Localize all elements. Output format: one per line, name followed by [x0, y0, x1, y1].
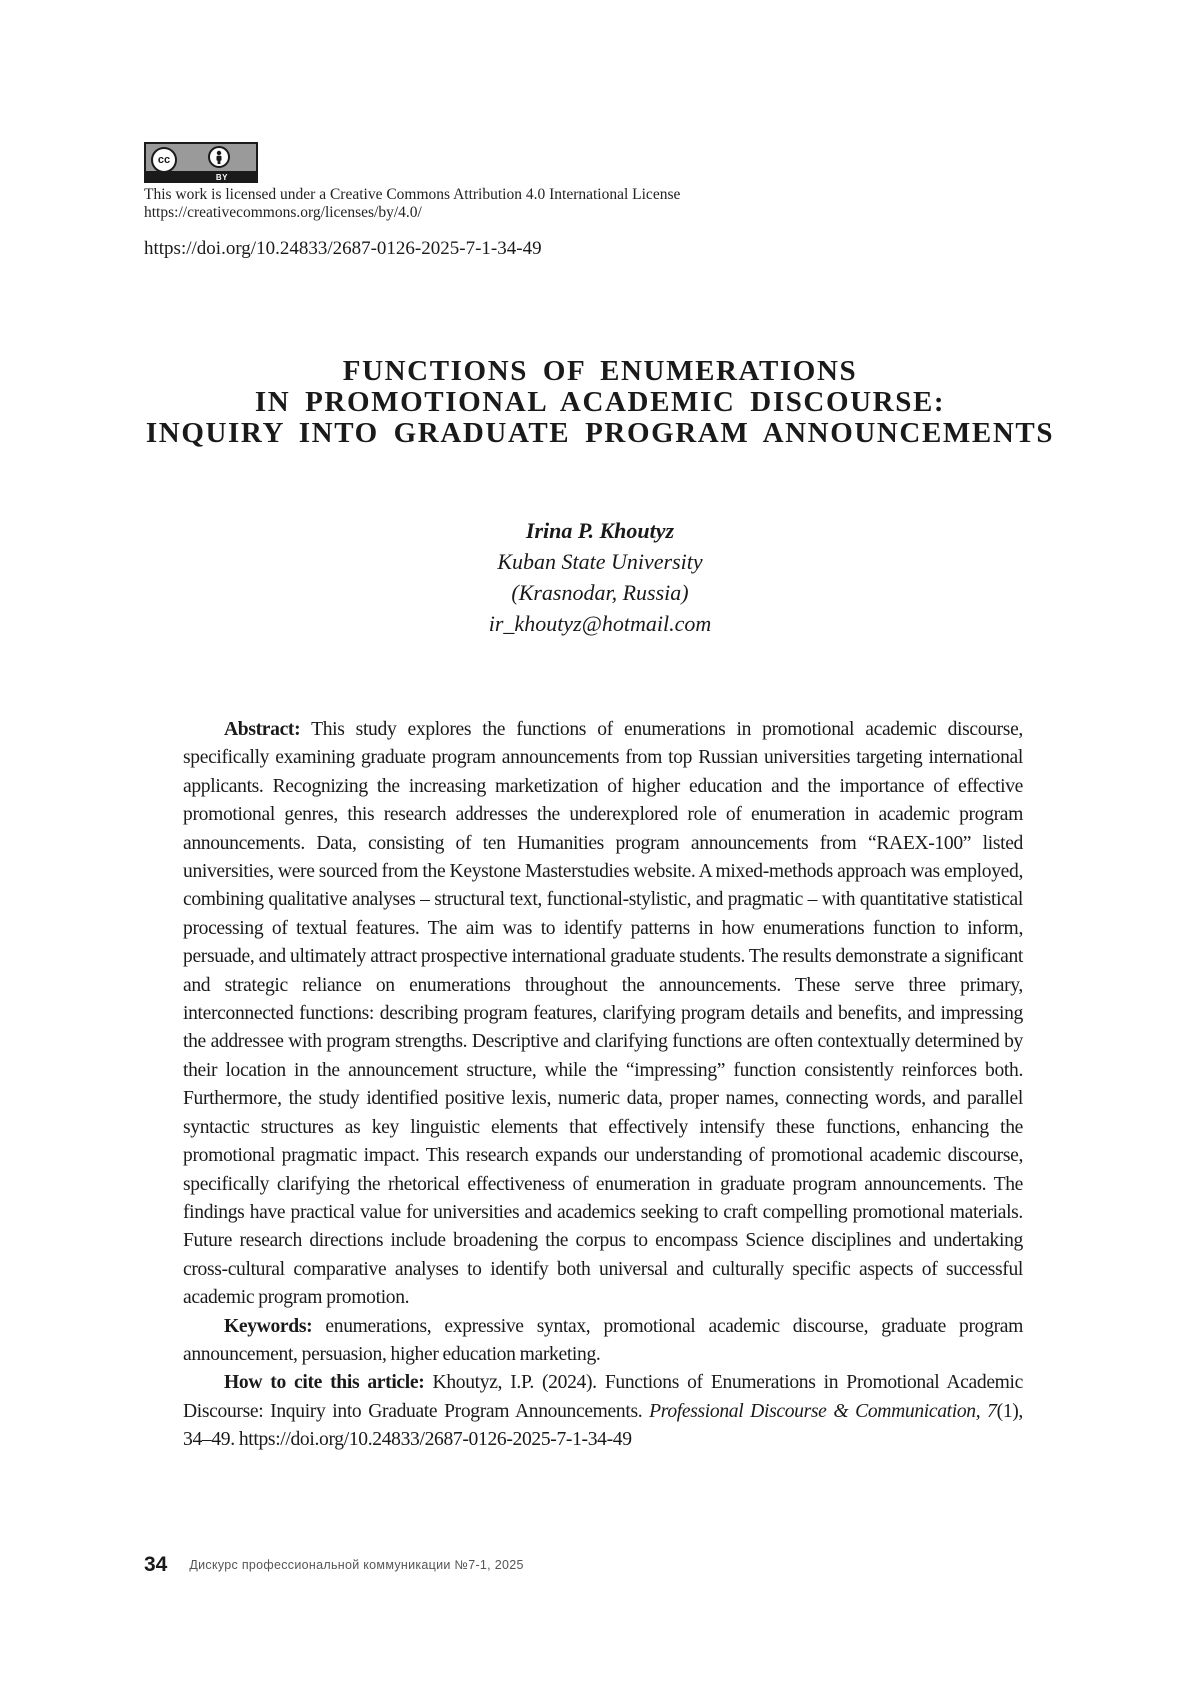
- paper-page: [0, 0, 1200, 1697]
- abstract-paragraph: [183, 716, 1023, 1313]
- doi-link[interactable]: https://doi.org/10.24833/2687-0126-2025-7-1-34-49: [144, 238, 542, 260]
- author-block: [0, 515, 1200, 639]
- journal-name: Дискурс профессиональной коммуникации №7-1, 2025: [189, 1558, 523, 1572]
- title-line: IN PROMOTIONAL ACADEMIC DISCOURSE:: [100, 387, 1100, 418]
- cc-by-license-badge[interactable]: [144, 142, 258, 183]
- title-line: INQUIRY INTO GRADUATE PROGRAM ANNOUNCEMENTS: [100, 418, 1100, 449]
- badge-stripe: [146, 171, 256, 181]
- license-statement: This work is licensed under a Creative Commons Attribution 4.0 International License: [144, 186, 680, 204]
- by-label: BY: [216, 173, 228, 182]
- page-footer: [144, 1553, 524, 1577]
- page-number: 34: [144, 1553, 167, 1576]
- keywords-text: enumerations, expressive syntax, promotional academic discourse, graduate program announcement, persuasion, higher education marketing.: [183, 1316, 1023, 1365]
- keywords-paragraph: [183, 1313, 1023, 1370]
- abstract-label: Abstract:: [224, 719, 300, 740]
- author-location: (Krasnodar, Russia): [0, 577, 1200, 608]
- article-title: [100, 356, 1100, 449]
- abstract-section: [183, 716, 1023, 1455]
- author-affiliation: Kuban State University: [0, 546, 1200, 577]
- cc-icon: cc: [151, 147, 177, 173]
- citation-tail: (1), 34–49. https://doi.org/10.24833/2687-0126-2025-7-1-34-49: [183, 1401, 1023, 1450]
- abstract-text: This study explores the functions of enumerations in promotional academic discourse, specifically examining graduate program announcements from top Russian universities targeting international applicants. Recognizing the increasing marketization of higher education and the importance of effective promotional genres, this research addresses the underexplored role of enumeration in academic program announcements. Data, consisting of ten Humanities program announcements from “RAEX-100” listed universities, were sourced from the Keystone Masterstudies website. A mixed-methods approach was employed, combining qualitative analyses – structural text, functional-stylistic, and pragmatic – with quantitative statistical processing of textual features. The aim was to identify patterns in how enumerations function to inform, persuade, and ultimately attract prospective international graduate students. The results demonstrate a significant and strategic reliance on enumerations throughout the announcements. These serve three primary, interconnected functions: describing program features, clarifying program details and benefits, and impressing the addressee with program strengths. Descriptive and clarifying functions are often contextually determined by their location in the announcement structure, while the “impressing” function consistently reinforces both. Furthermore, the study identified positive lexis, numeric data, proper names, connecting words, and parallel syntactic structures as key linguistic elements that effectively intensify these functions, enhancing the promotional pragmatic impact. This research expands our understanding of promotional academic discourse, specifically clarifying the rhetorical effectiveness of enumeration in graduate program announcements. The findings have practical value for universities and academics seeking to craft compelling promotional materials. Future research directions include broadening the corpus to encompass Science disciplines and undertaking cross-cultural comparative analyses to identify both universal and culturally specific aspects of successful academic program promotion.: [183, 719, 1023, 1308]
- person-icon: [208, 146, 230, 168]
- citation-paragraph: [183, 1369, 1023, 1454]
- title-line: FUNCTIONS OF ENUMERATIONS: [100, 356, 1100, 387]
- author-email[interactable]: ir_khoutyz@hotmail.com: [0, 608, 1200, 639]
- keywords-label: Keywords:: [224, 1316, 312, 1337]
- author-name: Irina P. Khoutyz: [0, 515, 1200, 546]
- citation-journal: Professional Discourse & Communication, 7: [649, 1401, 996, 1422]
- citation-label: How to cite this article:: [224, 1372, 424, 1393]
- license-url[interactable]: https://creativecommons.org/licenses/by/4.0/: [144, 204, 680, 222]
- license-notice: [144, 186, 680, 222]
- citation-text: Khoutyz, I.P. (2024). Functions of Enumerations in Promotional Academic Discourse: Inquiry into Graduate Program Announcements.: [183, 1372, 1023, 1421]
